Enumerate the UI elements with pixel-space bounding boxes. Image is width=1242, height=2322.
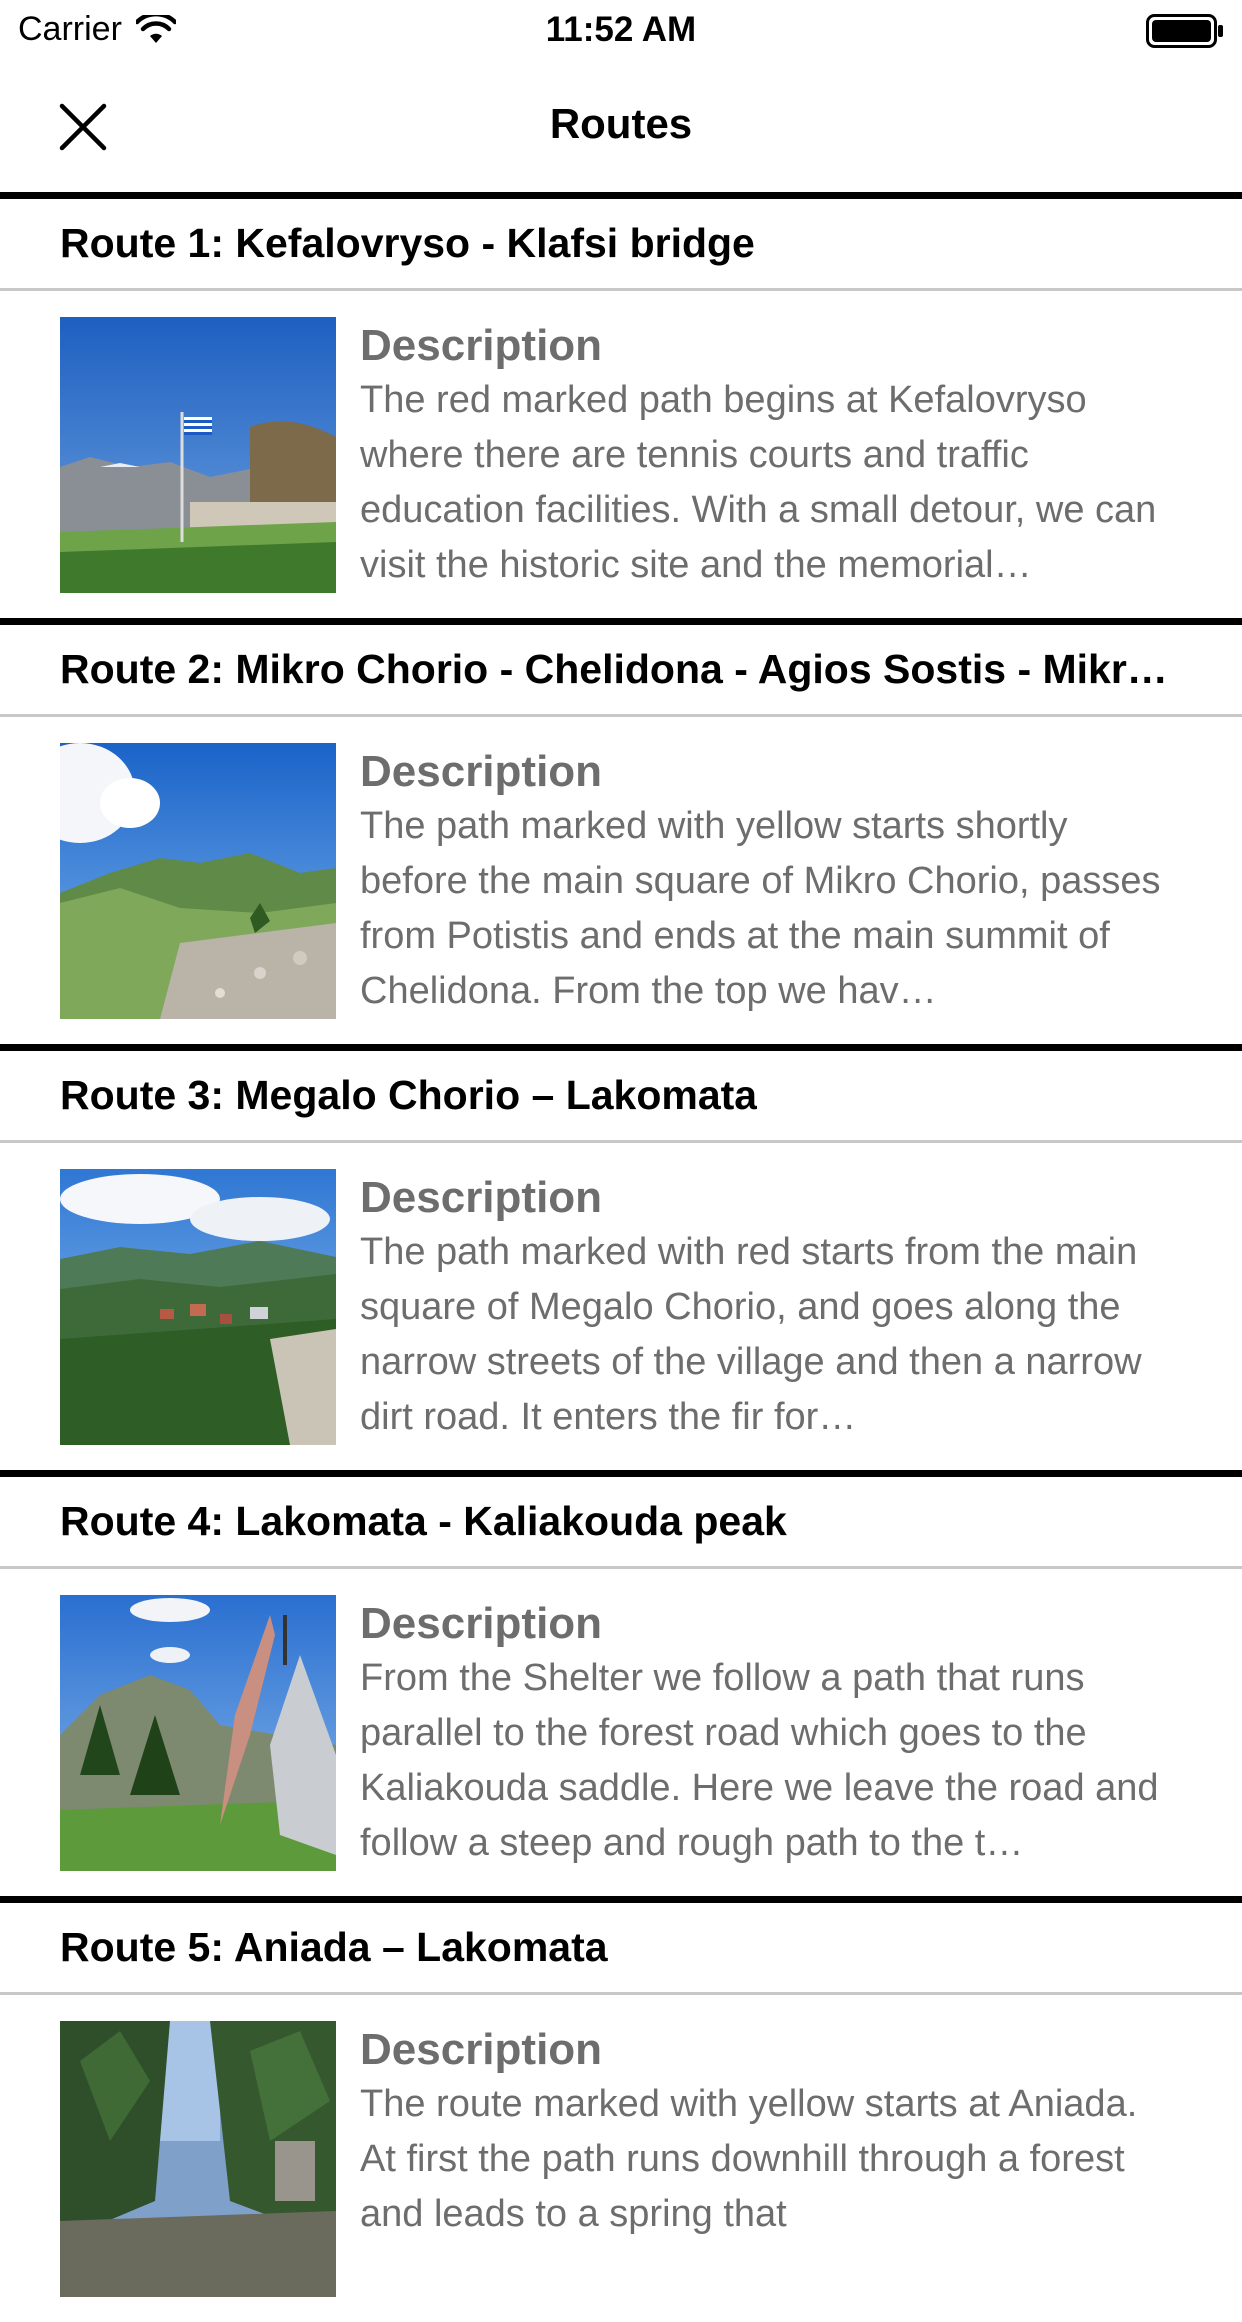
route-section [0,192,1242,618]
route-header [0,1477,1242,1569]
route-text [360,2023,1180,2242]
route-section [0,1044,1242,1470]
route-thumbnail [60,2021,336,2297]
route-title: Route 1: Kefalovryso - Klafsi bridge [60,220,755,266]
description-text: From the Shelter we follow a path that runs parallel to the forest road which goes to the Kaliakouda saddle. Here we leave the road and follow a steep and rough path to the t… [360,1657,1159,1864]
route-header [0,625,1242,717]
route-text [360,745,1180,1019]
route-section [0,1470,1242,1896]
description-label: Description [360,321,603,370]
page-title: Routes [549,100,693,147]
route-thumbnail [60,317,336,593]
route-thumbnail [60,743,336,1019]
status-time: 11:52 AM [545,10,697,49]
route-title: Route 3: Megalo Chorio – Lakomata [60,1072,758,1118]
route-row[interactable] [0,1995,1242,2319]
routes-list[interactable] [0,192,1242,2322]
route-row[interactable] [0,717,1242,1041]
description-label: Description [360,1599,603,1648]
description-text: The red marked path begins at Kefalovryso where there are tennis courts and traffic education facilities. With a small detour, we can visit the historic site and the memorial… [360,379,1157,586]
route-row[interactable] [0,291,1242,615]
route-section [0,618,1242,1044]
route-title: Route 4: Lakomata - Kaliakouda peak [60,1498,787,1544]
route-text [360,319,1180,593]
route-section [0,1896,1242,2322]
navigation-bar [0,62,1242,192]
description-text: The route marked with yellow starts at Aniada. At first the path runs downhill through a forest and leads to a spring that [360,2083,1138,2235]
route-thumbnail [60,1595,336,1871]
route-text [360,1597,1180,1871]
route-header [0,1903,1242,1995]
route-header [0,199,1242,291]
battery-icon [1146,14,1224,48]
route-title: Route 2: Mikro Chorio - Chelidona - Agios Sostis - Mikr… [60,646,1168,692]
description-text: The path marked with yellow starts shortly before the main square of Mikro Chorio, passes from Potistis and ends at the main summit of Chelidona. From the top we hav… [360,805,1161,1012]
description-label: Description [360,1173,603,1222]
description-label: Description [360,2025,603,2074]
route-row[interactable] [0,1143,1242,1467]
description-label: Description [360,747,603,796]
route-header [0,1051,1242,1143]
status-bar [0,0,1242,60]
route-title: Route 5: Aniada – Lakomata [60,1924,608,1970]
description-text: The path marked with red starts from the main square of Megalo Chorio, and goes along the narrow streets of the village and then a narrow dirt road. It enters the fir for… [360,1231,1142,1438]
route-thumbnail [60,1169,336,1445]
route-text [360,1171,1180,1445]
route-row[interactable] [0,1569,1242,1893]
carrier-label: Carrier [18,10,122,48]
